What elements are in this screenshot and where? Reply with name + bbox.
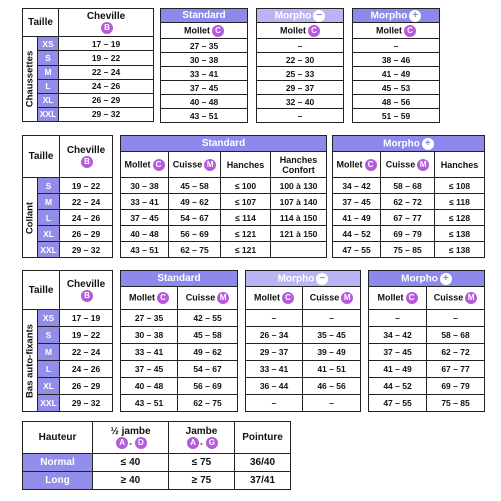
tights-hanches-s: ≤ 100 xyxy=(221,178,271,194)
hold-p-c-xs: – xyxy=(427,310,485,327)
tights-cheville-label: Cheville xyxy=(66,145,106,156)
tights-standard-header: Standard xyxy=(121,136,327,152)
tights-hanches-xxl: ≤ 121 xyxy=(221,242,271,258)
tights-plus-mollet xyxy=(333,152,381,178)
socks-group-text: Chaussettes xyxy=(24,50,36,108)
hold-m-m-xs: – xyxy=(246,310,303,327)
badge-a-icon: A xyxy=(116,437,128,449)
tights-p-hanches-xxl: ≤ 138 xyxy=(435,242,485,258)
tights-p-cuisse-l: 67 – 77 xyxy=(381,210,435,226)
hold-size-xs: XS xyxy=(38,310,60,327)
dash-separator: - xyxy=(129,438,132,448)
badge-m-icon: M xyxy=(341,292,353,304)
hold-cheville-s: 19 – 22 xyxy=(60,327,113,344)
tights-size-s: S xyxy=(38,178,60,194)
hold-p-m-xxl: 47 – 55 xyxy=(369,395,427,412)
tights-p-hanches-xl: ≤ 138 xyxy=(435,226,485,242)
tights-cuisse-l: 54 – 67 xyxy=(169,210,221,226)
cuisse-label: Cuisse xyxy=(385,158,416,169)
socks-size-table xyxy=(22,8,154,122)
socks-std-xs: 27 – 35 xyxy=(161,39,248,53)
tights-cuisse-xl: 56 – 69 xyxy=(169,226,221,242)
socks-cheville-s: 19 – 22 xyxy=(59,51,154,65)
hold-taille-header: Taille xyxy=(23,271,60,310)
tights-p-cuisse-xl: 69 – 79 xyxy=(381,226,435,242)
socks-morpho-minus-table xyxy=(256,8,344,123)
tights-std-mollet xyxy=(121,152,169,178)
tights-p-mollet-xxl: 47 – 55 xyxy=(333,242,381,258)
socks-std-xl: 40 – 48 xyxy=(161,95,248,109)
tights-p-hanches-s: ≤ 108 xyxy=(435,178,485,194)
hanches-label: Hanches xyxy=(279,154,318,165)
tights-cheville-header xyxy=(60,136,113,178)
socks-plus-xs: – xyxy=(353,39,440,53)
hold-m-m-l: 33 – 41 xyxy=(246,361,303,378)
hold-cheville-label: Cheville xyxy=(66,278,106,290)
hold-cheville-l: 24 – 26 xyxy=(60,361,113,378)
hold-morpho-minus-table xyxy=(245,270,361,412)
tights-plus-hanches: Hanches xyxy=(435,152,485,178)
morpho-label: Morpho xyxy=(370,10,408,22)
socks-cheville-header xyxy=(59,9,154,37)
tights-p-cuisse-m: 62 – 72 xyxy=(381,194,435,210)
tights-cuisse-xxl: 62 – 75 xyxy=(169,242,221,258)
morpho-label: Morpho xyxy=(274,10,312,22)
hold-p-c-xl: 69 – 79 xyxy=(427,378,485,395)
hold-morpho-minus-header xyxy=(246,271,361,287)
jambe-label: Jambe xyxy=(185,426,218,437)
socks-standard-table xyxy=(160,8,248,123)
socks-plus-xl: 48 – 56 xyxy=(353,95,440,109)
height-long-label: Long xyxy=(23,472,93,490)
plus-circle-icon: + xyxy=(409,10,421,22)
socks-size-s: S xyxy=(38,51,59,65)
hold-m-c-xs: – xyxy=(303,310,361,327)
tights-p-hanches-m: ≤ 118 xyxy=(435,194,485,210)
tights-taille-header: Taille xyxy=(23,136,60,178)
tights-confort-l: 114 à 150 xyxy=(271,210,327,226)
badge-g-icon: G xyxy=(206,437,218,449)
mollet-label: Mollet xyxy=(124,158,151,169)
mollet-label: Mollet xyxy=(184,24,210,35)
tights-group-label xyxy=(23,178,38,258)
badge-b-icon: B xyxy=(101,22,113,34)
mollet-label: Mollet xyxy=(377,292,404,303)
badge-a-icon: A xyxy=(187,437,199,449)
socks-plus-l: 45 – 53 xyxy=(353,81,440,95)
hold-size-m: M xyxy=(38,344,60,361)
badge-c-icon: C xyxy=(406,292,418,304)
socks-minus-m: 25 – 33 xyxy=(257,67,344,81)
socks-plus-s: 38 – 46 xyxy=(353,53,440,67)
mollet-label: Mollet xyxy=(336,158,363,169)
tights-confort-xxl xyxy=(271,242,327,258)
half-label: ½ jambe xyxy=(110,426,151,437)
height-jambe-header xyxy=(169,422,235,454)
tights-morpho-plus-table xyxy=(332,135,485,258)
tights-mollet-m: 33 – 41 xyxy=(121,194,169,210)
hold-m-m-xl: 36 – 44 xyxy=(246,378,303,395)
hold-s-c-l: 54 – 67 xyxy=(178,361,238,378)
tights-confort-xl: 121 à 150 xyxy=(271,226,327,242)
tights-std-hanches: Hanches xyxy=(221,152,271,178)
socks-std-l: 37 – 45 xyxy=(161,81,248,95)
badge-m-icon: M xyxy=(417,159,429,171)
tights-size-m: M xyxy=(38,194,60,210)
tights-cuisse-s: 45 – 58 xyxy=(169,178,221,194)
morpho-label: Morpho xyxy=(401,273,438,285)
hold-m-m-m: 29 – 37 xyxy=(246,344,303,361)
socks-size-l: L xyxy=(38,79,59,93)
socks-cheville-xxl: 29 – 32 xyxy=(59,107,154,121)
height-table xyxy=(22,421,291,490)
socks-group-label xyxy=(23,37,38,122)
badge-c-icon: C xyxy=(282,292,294,304)
badge-m-icon: M xyxy=(465,292,477,304)
plus-circle-icon: + xyxy=(422,138,434,150)
tights-mollet-xxl: 43 – 51 xyxy=(121,242,169,258)
height-hauteur-header: Hauteur xyxy=(23,422,93,454)
tights-p-cuisse-s: 58 – 68 xyxy=(381,178,435,194)
height-half-header xyxy=(93,422,169,454)
cuisse-label: Cuisse xyxy=(433,292,464,303)
hold-m-c-m: 39 – 49 xyxy=(303,344,361,361)
tights-p-mollet-xl: 44 – 52 xyxy=(333,226,381,242)
socks-plus-mollet xyxy=(353,23,440,39)
socks-taille-header: Taille xyxy=(23,9,59,37)
hold-p-m-s: 34 – 42 xyxy=(369,327,427,344)
hold-group-label xyxy=(23,310,38,412)
socks-std-xxl: 43 – 51 xyxy=(161,109,248,123)
cuisse-label: Cuisse xyxy=(185,292,216,303)
tights-confort-m: 107 à 140 xyxy=(271,194,327,210)
socks-morpho-plus-header xyxy=(353,9,440,23)
socks-minus-xxl: – xyxy=(257,109,344,123)
dash-separator: - xyxy=(200,438,203,448)
hold-p-c-xxl: 75 – 85 xyxy=(427,395,485,412)
hold-s-c-xl: 56 – 69 xyxy=(178,378,238,395)
socks-size-m: M xyxy=(38,65,59,79)
socks-morpho-plus-table xyxy=(352,8,440,123)
minus-circle-icon: − xyxy=(313,10,325,22)
socks-minus-s: 22 – 30 xyxy=(257,53,344,67)
tights-size-l: L xyxy=(38,210,60,226)
tights-mollet-s: 30 – 38 xyxy=(121,178,169,194)
badge-b-icon: B xyxy=(81,290,93,302)
tights-size-table xyxy=(22,135,113,258)
tights-p-cuisse-xxl: 75 – 85 xyxy=(381,242,435,258)
hold-minus-mollet xyxy=(246,287,303,310)
minus-circle-icon: − xyxy=(316,273,328,285)
hold-p-m-xs: – xyxy=(369,310,427,327)
socks-plus-xxl: 51 – 59 xyxy=(353,109,440,123)
socks-cheville-m: 22 – 24 xyxy=(59,65,154,79)
hold-size-l: L xyxy=(38,361,60,378)
tights-hanches-m: ≤ 107 xyxy=(221,194,271,210)
socks-minus-xl: 32 – 40 xyxy=(257,95,344,109)
badge-b-icon: B xyxy=(81,156,93,168)
socks-cheville-label: Cheville xyxy=(86,11,126,23)
height-normal-label: Normal xyxy=(23,454,93,472)
socks-cheville-xs: 17 – 19 xyxy=(59,37,154,51)
hold-cheville-xl: 26 – 29 xyxy=(60,378,113,395)
socks-standard-header: Standard xyxy=(161,9,248,23)
hold-minus-cuisse xyxy=(303,287,361,310)
tights-p-mollet-l: 41 – 49 xyxy=(333,210,381,226)
hold-cheville-xxl: 29 – 32 xyxy=(60,395,113,412)
plus-circle-icon: + xyxy=(440,273,452,285)
hold-m-c-l: 41 – 51 xyxy=(303,361,361,378)
socks-std-m: 33 – 41 xyxy=(161,67,248,81)
hold-cheville-xs: 17 – 19 xyxy=(60,310,113,327)
tights-hanches-xl: ≤ 121 xyxy=(221,226,271,242)
height-long-pointure: 37/41 xyxy=(235,472,291,490)
hold-s-c-xxl: 62 – 75 xyxy=(178,395,238,412)
tights-p-hanches-l: ≤ 128 xyxy=(435,210,485,226)
mollet-label: Mollet xyxy=(254,292,280,303)
hold-std-cuisse xyxy=(178,287,238,310)
hold-cheville-header xyxy=(60,271,113,310)
socks-cheville-l: 24 – 26 xyxy=(59,79,154,93)
hold-plus-mollet xyxy=(369,287,427,310)
hold-s-m-m: 33 – 41 xyxy=(121,344,178,361)
badge-c-icon: C xyxy=(212,25,224,37)
tights-p-mollet-s: 34 – 42 xyxy=(333,178,381,194)
hold-cheville-m: 22 – 24 xyxy=(60,344,113,361)
socks-morpho-minus-header xyxy=(257,9,344,23)
hold-s-c-s: 45 – 58 xyxy=(178,327,238,344)
hold-p-c-m: 62 – 72 xyxy=(427,344,485,361)
hold-s-m-xl: 40 – 48 xyxy=(121,378,178,395)
tights-mollet-xl: 40 – 48 xyxy=(121,226,169,242)
hold-m-m-xxl: – xyxy=(246,395,303,412)
tights-hanches-l: ≤ 114 xyxy=(221,210,271,226)
hold-plus-cuisse xyxy=(427,287,485,310)
hold-s-m-xxl: 43 – 51 xyxy=(121,395,178,412)
tights-cuisse-m: 49 – 62 xyxy=(169,194,221,210)
badge-m-icon: M xyxy=(217,292,229,304)
tights-std-cuisse xyxy=(169,152,221,178)
morpho-label: Morpho xyxy=(277,273,315,285)
hold-m-m-s: 26 – 34 xyxy=(246,327,303,344)
socks-size-xl: XL xyxy=(38,93,59,107)
tights-group-text: Collant xyxy=(24,201,36,234)
badge-c-icon: C xyxy=(308,25,320,37)
hold-standard-header: Standard xyxy=(121,271,238,287)
socks-cheville-xl: 26 – 29 xyxy=(59,93,154,107)
badge-m-icon: M xyxy=(204,159,216,171)
confort-label: Confort xyxy=(282,164,315,175)
hold-s-m-l: 37 – 45 xyxy=(121,361,178,378)
cuisse-label: Cuisse xyxy=(172,158,203,169)
hold-std-mollet xyxy=(121,287,178,310)
hold-size-xxl: XXL xyxy=(38,395,60,412)
tights-cheville-m: 22 – 24 xyxy=(60,194,113,210)
hold-size-s: S xyxy=(38,327,60,344)
tights-standard-table xyxy=(120,135,327,258)
hold-p-c-l: 67 – 77 xyxy=(427,361,485,378)
hold-m-c-xl: 46 – 56 xyxy=(303,378,361,395)
tights-size-xxl: XXL xyxy=(38,242,60,258)
hold-size-xl: XL xyxy=(38,378,60,395)
socks-size-xs: XS xyxy=(38,37,59,51)
hold-p-m-xl: 44 – 52 xyxy=(369,378,427,395)
socks-minus-xs: – xyxy=(257,39,344,53)
badge-c-icon: C xyxy=(365,159,377,171)
mollet-label: Mollet xyxy=(280,24,306,35)
cuisse-label: Cuisse xyxy=(309,292,340,303)
socks-size-xxl: XXL xyxy=(38,107,59,121)
hold-p-m-m: 37 – 45 xyxy=(369,344,427,361)
hold-s-m-xs: 27 – 35 xyxy=(121,310,178,327)
mollet-label: Mollet xyxy=(376,24,402,35)
badge-c-icon: C xyxy=(153,159,165,171)
hold-s-c-xs: 42 – 55 xyxy=(178,310,238,327)
mollet-label: Mollet xyxy=(129,292,155,303)
hold-group-text: Bas auto-fixants xyxy=(24,323,36,398)
tights-cheville-xl: 26 – 29 xyxy=(60,226,113,242)
height-normal-jambe: ≤ 75 xyxy=(169,454,235,472)
hold-morpho-plus-table xyxy=(368,270,485,412)
tights-cheville-l: 24 – 26 xyxy=(60,210,113,226)
height-long-half: ≥ 40 xyxy=(93,472,169,490)
tights-morpho-plus-header xyxy=(333,136,485,152)
height-normal-half: ≤ 40 xyxy=(93,454,169,472)
badge-d-icon: D xyxy=(135,437,147,449)
hold-s-m-s: 30 – 38 xyxy=(121,327,178,344)
tights-confort-s: 100 à 130 xyxy=(271,178,327,194)
height-long-jambe: ≥ 75 xyxy=(169,472,235,490)
hold-morpho-plus-header xyxy=(369,271,485,287)
hold-m-c-s: 35 – 45 xyxy=(303,327,361,344)
socks-plus-m: 41 – 49 xyxy=(353,67,440,81)
badge-c-icon: C xyxy=(404,25,416,37)
tights-p-mollet-m: 37 – 45 xyxy=(333,194,381,210)
tights-std-hanches-confort xyxy=(271,152,327,178)
hold-size-table xyxy=(22,270,113,412)
height-normal-pointure: 36/40 xyxy=(235,454,291,472)
hold-standard-table xyxy=(120,270,238,412)
socks-standard-mollet xyxy=(161,23,248,39)
socks-minus-l: 29 – 37 xyxy=(257,81,344,95)
tights-size-xl: XL xyxy=(38,226,60,242)
tights-cheville-s: 19 – 22 xyxy=(60,178,113,194)
tights-cheville-xxl: 29 – 32 xyxy=(60,242,113,258)
tights-mollet-l: 37 – 45 xyxy=(121,210,169,226)
tights-plus-cuisse xyxy=(381,152,435,178)
hold-s-c-m: 49 – 62 xyxy=(178,344,238,361)
hold-m-c-xxl: – xyxy=(303,395,361,412)
height-pointure-header: Pointure xyxy=(235,422,291,454)
morpho-label: Morpho xyxy=(383,138,420,150)
socks-std-s: 30 – 38 xyxy=(161,53,248,67)
hold-p-c-s: 58 – 68 xyxy=(427,327,485,344)
hold-p-m-l: 41 – 49 xyxy=(369,361,427,378)
badge-c-icon: C xyxy=(157,292,169,304)
socks-minus-mollet xyxy=(257,23,344,39)
